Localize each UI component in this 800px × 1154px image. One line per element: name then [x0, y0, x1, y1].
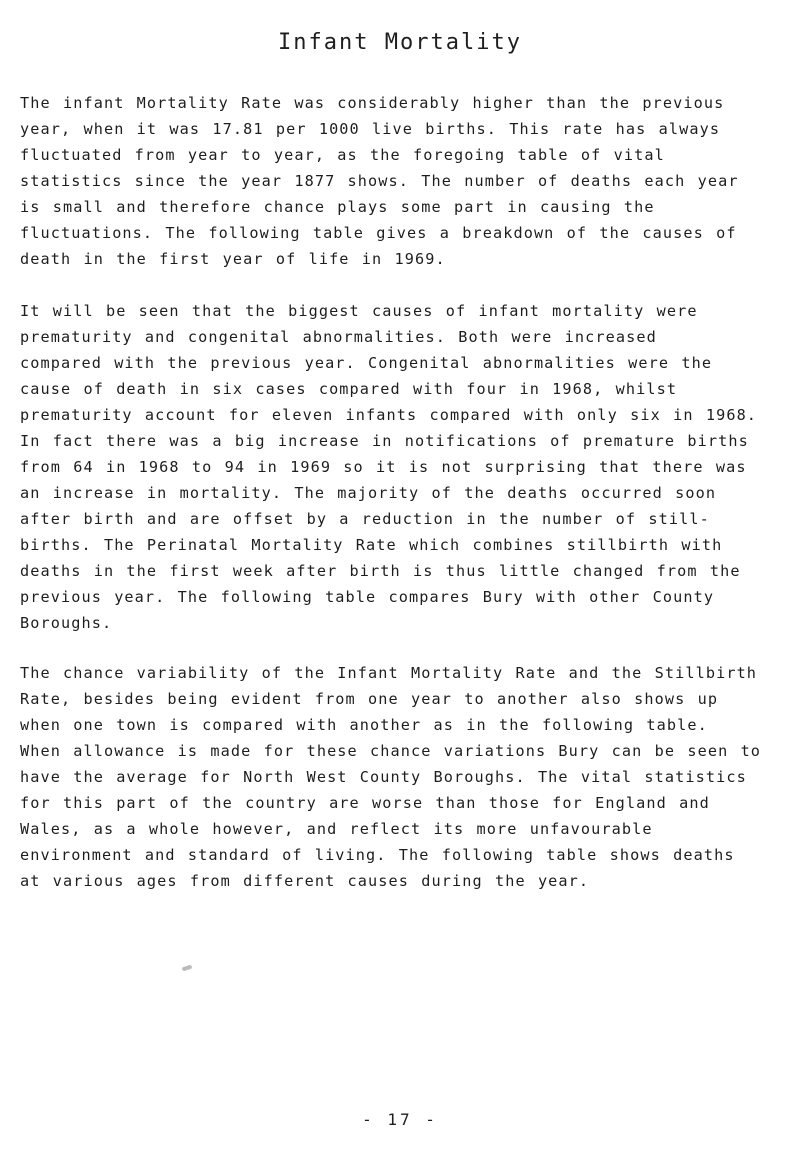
paragraph-chance-variability: The chance variability of the Infant Mortality Rate and the Stillbirth Rate, besides being evident from one year to another also shows up when one town is compared with another as in the following table. When allowance is made for these chance variations Bury can be seen to have the average for North West County Boroughs. The vital statistics for this part of the country are worse than those for England and Wales, as a whole however, and reflect its more unfavourable environment and standard of living. The following table shows deaths at various ages from different causes during the year. — [20, 664, 762, 890]
paragraph-causes-of-mortality: It will be seen that the biggest causes of infant mortality were prematurity and congenital abnormalities. Both were increased compared with the previous year. Congenital abnormalities were the cause of death in six cases compared with four in 1968, whilst prematurity account for eleven infants compared with only six in 1968. In fact there was a big increase in notifications of premature births from 64 in 1968 to 94 in 1969 so it is not surprising that there was an increase in mortality. The majority of the deaths occurred soon after birth and are offset by a reduction in the number of still- births. The Perinatal Mortality Rate which combines stillbirth with deaths in the first week after birth is thus little changed from the previous year. The following table compares Bury with other County Boroughs. — [20, 302, 758, 632]
page-number: - 17 - — [362, 1110, 438, 1129]
ink-mark — [182, 965, 193, 972]
page-title: Infant Mortality — [278, 30, 522, 55]
paragraph-infant-mortality-rate: The infant Mortality Rate was considerably higher than the previous year, when it was 17.81 per 1000 live births. This rate has always fluctuated from year to year, as the foregoing table of vital statistics since the year 1877 shows. The number of deaths each year is small and therefore chance plays some part in causing the fluctuations. The following table gives a breakdown of the causes of death in the first year of life in 1969. — [20, 94, 739, 268]
